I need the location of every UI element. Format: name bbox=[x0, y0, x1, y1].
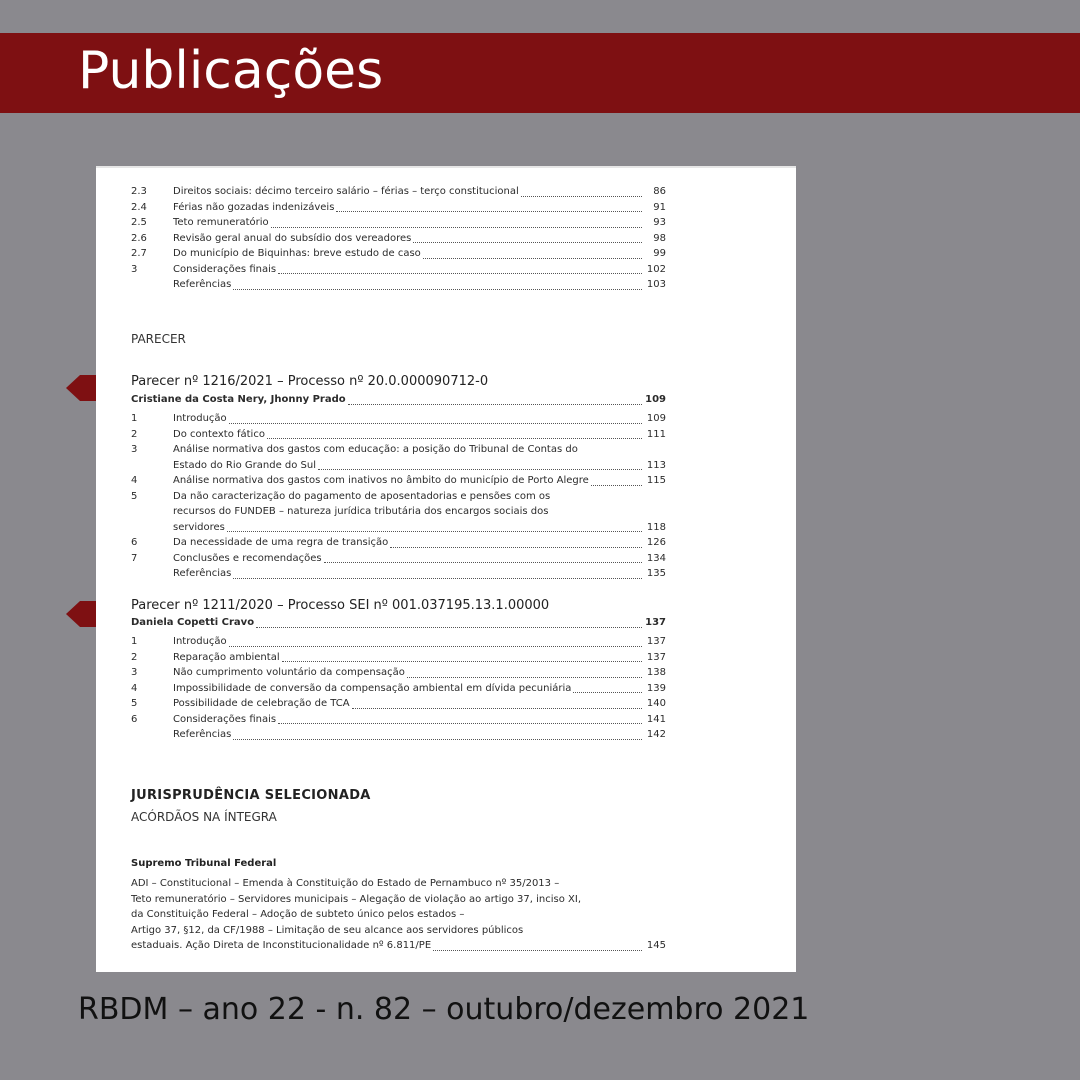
toc-leader-dots bbox=[336, 208, 642, 212]
toc-row bbox=[131, 520, 666, 536]
toc-row-page: 86 bbox=[653, 186, 666, 197]
parecer-1-toc bbox=[131, 411, 666, 582]
toc-row-number: 3 bbox=[131, 444, 138, 455]
toc-row-page: 109 bbox=[646, 413, 666, 424]
toc-leader-dots bbox=[227, 528, 642, 532]
toc-row-page: 91 bbox=[653, 201, 666, 213]
parecer-2-authors-page: 137 bbox=[645, 617, 666, 628]
parecer-2-authors: Daniela Copetti Cravo bbox=[131, 617, 255, 628]
toc-row-page: 134 bbox=[646, 552, 666, 564]
toc-row-number: 6 bbox=[131, 537, 138, 548]
toc-leader-dots bbox=[561, 885, 642, 889]
court-heading: Supremo Tribunal Federal bbox=[131, 858, 277, 869]
toc-row-text: Considerações finais bbox=[173, 263, 277, 275]
toc-row-number: 4 bbox=[131, 682, 138, 694]
toc-row-page: 126 bbox=[646, 537, 666, 548]
toc-leader-dots bbox=[352, 705, 642, 709]
toc-row bbox=[131, 665, 666, 681]
toc-leader-dots bbox=[433, 947, 642, 951]
toc-leader-dots bbox=[466, 916, 642, 920]
toc-row bbox=[131, 215, 666, 231]
toc-row-number: 4 bbox=[131, 475, 138, 486]
toc-row bbox=[131, 262, 666, 278]
footer-issue-info: RBDM – ano 22 - n. 82 – outubro/dezembro 2021 bbox=[78, 992, 810, 1027]
parecer-1-authors-page: 109 bbox=[645, 394, 666, 405]
toc-leader-dots bbox=[278, 270, 642, 274]
toc-leader-dots bbox=[233, 286, 642, 290]
toc-row-page: 102 bbox=[646, 263, 666, 275]
toc-row-text: Férias não gozadas indenizáveis bbox=[173, 201, 335, 213]
toc-leader-dots bbox=[580, 451, 642, 455]
toc-row-text: Estado do Rio Grande do Sul bbox=[173, 459, 317, 471]
toc-row bbox=[131, 712, 666, 728]
toc-row-page: 142 bbox=[646, 729, 666, 740]
toc-row-number: 6 bbox=[131, 713, 138, 725]
toc-row-text: ADI – Constitucional – Emenda à Constituição do Estado de Pernambuco nº 35/2013 – bbox=[131, 878, 560, 889]
toc-row bbox=[131, 551, 666, 567]
toc-row-page: 98 bbox=[653, 232, 666, 244]
toc-row-page: 99 bbox=[653, 248, 666, 259]
parecer-1-authors: Cristiane da Costa Nery, Jhonny Prado bbox=[131, 394, 346, 405]
toc-row-number: 7 bbox=[131, 552, 138, 564]
toc-row-page: 139 bbox=[646, 682, 666, 694]
toc-leader-dots bbox=[233, 575, 642, 579]
toc-row-text: Possibilidade de celebração de TCA bbox=[173, 698, 350, 709]
toc-leader-dots bbox=[550, 513, 642, 517]
acordaos-subheading: ACÓRDÃOS NA ÍNTEGRA bbox=[131, 810, 277, 824]
toc-row-page: 93 bbox=[653, 217, 666, 228]
toc-row bbox=[131, 566, 666, 582]
toc-row-number: 2.3 bbox=[131, 186, 147, 197]
toc-row bbox=[131, 876, 666, 892]
toc-leader-dots bbox=[278, 720, 642, 724]
toc-row-text: Introdução bbox=[173, 413, 227, 424]
toc-row-number: 2.5 bbox=[131, 217, 147, 228]
toc-row-text: Teto remuneratório bbox=[173, 217, 269, 228]
parecer-2-toc bbox=[131, 634, 666, 743]
toc-row-text: Não cumprimento voluntário da compensação bbox=[173, 667, 405, 678]
toc-row-text: Reparação ambiental bbox=[173, 651, 280, 663]
toc-row bbox=[131, 489, 666, 505]
toc-row-text: Referências bbox=[173, 568, 232, 579]
toc-row-text: da Constituição Federal – Adoção de subteto único pelos estados – bbox=[131, 909, 465, 920]
ementa-text bbox=[131, 876, 666, 954]
toc-leader-dots bbox=[267, 435, 642, 439]
toc-row-page: 111 bbox=[646, 428, 666, 440]
toc-row bbox=[131, 277, 666, 293]
toc-row-text: Do município de Biquinhas: breve estudo de caso bbox=[173, 248, 421, 259]
toc-leader-dots bbox=[324, 559, 642, 563]
toc-row bbox=[131, 246, 666, 262]
toc-row-page: 135 bbox=[646, 568, 666, 579]
toc-row bbox=[131, 727, 666, 743]
toc-row-number: 2.6 bbox=[131, 232, 147, 244]
toc-row bbox=[131, 907, 666, 923]
document-page bbox=[96, 166, 796, 972]
toc-leader-dots bbox=[407, 674, 642, 678]
toc-row-text: Análise normativa dos gastos com inativos no âmbito do município de Porto Alegre bbox=[173, 475, 589, 486]
toc-row bbox=[131, 442, 666, 458]
title-banner bbox=[0, 33, 1080, 113]
toc-row-number: 2.4 bbox=[131, 201, 147, 213]
toc-row-number: 5 bbox=[131, 698, 138, 709]
toc-row-text: Referências bbox=[173, 729, 232, 740]
toc-row-text: Teto remuneratório – Servidores municipais – Alegação de violação ao artigo 37, inciso XI, bbox=[131, 893, 581, 905]
jurisprudencia-heading: JURISPRUDÊNCIA SELECIONADA bbox=[131, 788, 371, 803]
toc-row-number: 3 bbox=[131, 667, 138, 678]
toc-row-page: 115 bbox=[646, 475, 666, 486]
toc-row bbox=[131, 473, 666, 489]
toc-row-text: servidores bbox=[173, 521, 225, 533]
toc-row bbox=[131, 892, 666, 908]
toc-row-number: 1 bbox=[131, 413, 138, 424]
toc-row bbox=[131, 535, 666, 551]
toc-leader-dots bbox=[318, 466, 642, 470]
toc-row-page: 138 bbox=[646, 667, 666, 678]
toc-row-text: estaduais. Ação Direta de Inconstitucionalidade nº 6.811/PE bbox=[131, 940, 432, 951]
toc-row-page: 137 bbox=[646, 651, 666, 663]
toc-row-page: 103 bbox=[646, 279, 666, 290]
toc-row bbox=[131, 938, 666, 954]
toc-row bbox=[131, 200, 666, 216]
toc-leader-dots bbox=[229, 420, 642, 424]
toc-row bbox=[131, 411, 666, 427]
toc-row-number: 2 bbox=[131, 651, 138, 663]
toc-leader-dots bbox=[583, 900, 642, 904]
toc-row bbox=[131, 427, 666, 443]
toc-row-text: Do contexto fático bbox=[173, 428, 265, 440]
toc-leader-dots bbox=[271, 224, 642, 228]
toc-row-number: 5 bbox=[131, 490, 138, 502]
toc-leader-dots bbox=[521, 193, 642, 197]
parecer-2-title: Parecer nº 1211/2020 – Processo SEI nº 001.037195.13.1.00000 bbox=[131, 598, 550, 613]
toc-row-text: Introdução bbox=[173, 636, 227, 647]
toc-leader-dots bbox=[229, 643, 642, 647]
toc-row-text: Análise normativa dos gastos com educação: a posição do Tribunal de Contas do bbox=[173, 444, 578, 455]
toc-row-text: Artigo 37, §12, da CF/1988 – Limitação de seu alcance aos servidores públicos bbox=[131, 924, 524, 936]
toc-row-number: 2.7 bbox=[131, 248, 147, 259]
parecer-1-title: Parecer nº 1216/2021 – Processo nº 20.0.000090712-0 bbox=[131, 374, 489, 389]
toc-row-page: 145 bbox=[646, 940, 666, 951]
toc-row-number: 2 bbox=[131, 428, 138, 440]
toc-top-list bbox=[131, 184, 666, 293]
toc-row-text: recursos do FUNDEB – natureza jurídica tributária dos encargos sociais dos bbox=[173, 506, 549, 517]
toc-row bbox=[131, 650, 666, 666]
toc-row-page: 118 bbox=[646, 521, 666, 533]
parecer-2-authors-row bbox=[131, 615, 666, 631]
parecer-section-heading: PARECER bbox=[131, 332, 186, 346]
toc-row-text: Referências bbox=[173, 279, 232, 290]
toc-row bbox=[131, 504, 666, 520]
toc-row-page: 137 bbox=[646, 636, 666, 647]
toc-row bbox=[131, 923, 666, 939]
toc-leader-dots bbox=[552, 497, 642, 501]
toc-row-text: Direitos sociais: décimo terceiro salário – férias – terço constitucional bbox=[173, 186, 519, 197]
toc-row-number: 1 bbox=[131, 636, 138, 647]
toc-row-text: Considerações finais bbox=[173, 713, 277, 725]
toc-row-text: Da necessidade de uma regra de transição bbox=[173, 537, 389, 548]
parecer-1-authors-row bbox=[131, 392, 666, 408]
toc-row-number: 3 bbox=[131, 263, 138, 275]
toc-row bbox=[131, 458, 666, 474]
banner-title: Publicações bbox=[78, 41, 384, 101]
toc-leader-dots bbox=[282, 658, 642, 662]
toc-leader-dots bbox=[390, 544, 642, 548]
toc-row bbox=[131, 634, 666, 650]
toc-row-text: Revisão geral anual do subsídio dos vereadores bbox=[173, 232, 412, 244]
toc-leader-dots bbox=[573, 689, 642, 693]
toc-leader-dots bbox=[423, 255, 642, 259]
toc-row-page: 113 bbox=[646, 459, 666, 471]
toc-row-page: 141 bbox=[646, 713, 666, 725]
toc-leader-dots bbox=[591, 482, 642, 486]
toc-leader-dots bbox=[413, 239, 642, 243]
toc-row bbox=[131, 696, 666, 712]
toc-row-text: Da não caracterização do pagamento de aposentadorias e pensões com os bbox=[173, 490, 551, 502]
toc-row bbox=[131, 231, 666, 247]
toc-row-page: 140 bbox=[646, 698, 666, 709]
toc-row bbox=[131, 184, 666, 200]
toc-leader-dots bbox=[525, 931, 642, 935]
toc-leader-dots bbox=[233, 736, 642, 740]
toc-row bbox=[131, 681, 666, 697]
toc-row-text: Conclusões e recomendações bbox=[173, 552, 322, 564]
toc-row-text: Impossibilidade de conversão da compensação ambiental em dívida pecuniária bbox=[173, 682, 572, 694]
